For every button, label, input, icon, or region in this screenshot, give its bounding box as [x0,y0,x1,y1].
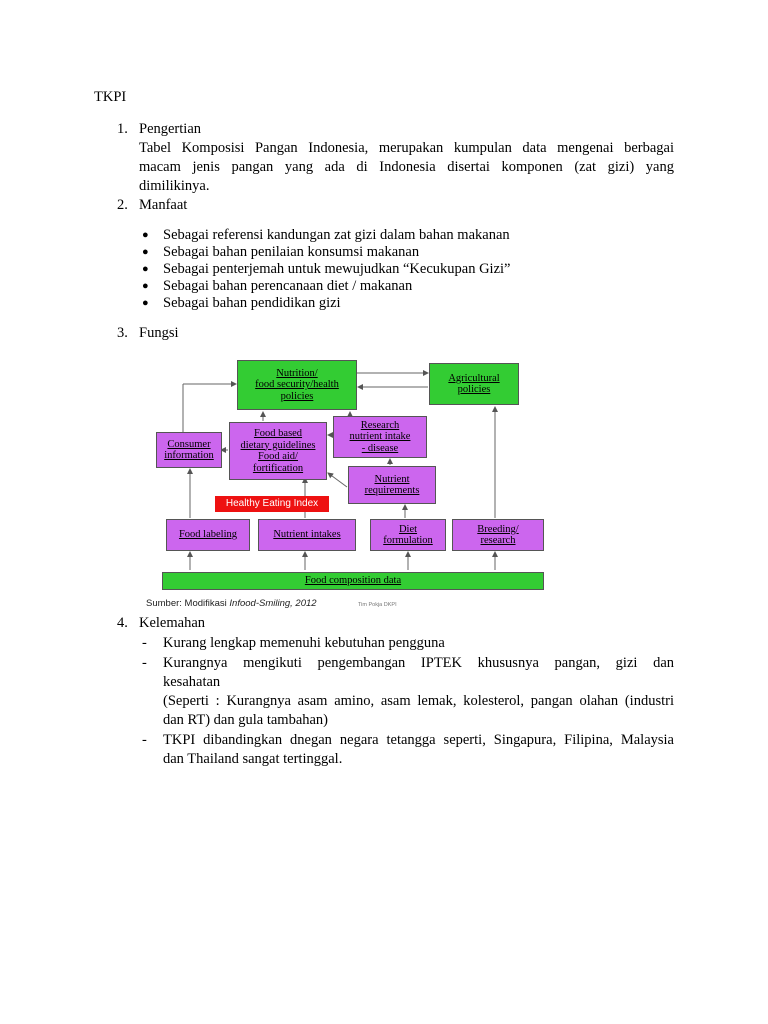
dash-marker: - [142,635,147,651]
kelemahan-item-line: kesahatan [163,674,221,690]
box-label: formulation [383,535,433,546]
section-1-body-line: dimilikinya. [139,178,210,194]
box-label: Diet [398,523,418,535]
bullet-item: Sebagai referensi kandungan zat gizi dalam bahan makanan [163,227,510,243]
box-label: fortification [252,462,304,474]
dash-marker: - [142,655,147,671]
box-label: - disease [361,442,399,454]
box-label: Consumer [167,438,211,450]
section-2-number: 2. [117,197,128,213]
box-label: information [164,450,214,461]
bullet-icon: ● [142,263,149,275]
box-label: research [480,535,516,546]
box-label: Food composition data [304,575,402,587]
bullet-item: Sebagai bahan penilaian konsumsi makanan [163,244,420,260]
source-italic: Infood-Smiling, 2012 [229,598,317,609]
page-title: TKPI [94,89,127,105]
food-composition-data-bar [162,572,544,590]
diet-formulation-box [370,519,446,551]
kelemahan-item-line: TKPI dibandingkan dnegan negara tetangga seperti, Singapura, Filipina, Malaysia [163,732,674,748]
kelemahan-item-line: Kurang lengkap memenuhi kebutuhan pengguna [163,635,445,651]
research-box [333,416,427,458]
diagram-source [146,598,317,609]
nutrient-requirements-box [348,466,436,504]
food-based-guidelines-box [229,422,327,480]
section-3-heading: Fungsi [139,325,179,341]
source-prefix: Sumber: Modifikasi [146,598,230,609]
section-4-heading: Kelemahan [139,615,206,631]
box-label: Research [360,419,400,431]
bullet-item: Sebagai bahan perencanaan diet / makanan [163,278,413,294]
dash-marker: - [142,732,147,748]
box-label: Nutrient [374,473,410,485]
agricultural-policies-box [429,363,519,405]
kelemahan-item-line: Kurangnya mengikuti pengembangan IPTEK khususnya pangan, gizi dan [163,655,674,671]
diagram-small-note: Tim Pokja DKPI [358,602,397,608]
section-1-heading: Pengertian [139,121,202,137]
bullet-icon: ● [142,280,149,292]
consumer-information-box [156,432,222,468]
kelemahan-item-line: dan Thailand sangat tertinggal. [163,751,343,767]
bullet-icon: ● [142,229,149,241]
section-1-body-line: Tabel Komposisi Pangan Indonesia, merupakan kumpulan data mengenai berbagai [139,140,674,156]
nutrition-policies-box [237,360,357,410]
section-2-heading: Manfaat [139,197,188,213]
fungsi-diagram [146,355,560,615]
box-label: Food based [253,428,303,439]
box-label: policies [457,384,491,395]
box-label: Nutrition/ [276,367,318,379]
bullet-item: Sebagai penterjemah untuk mewujudkan “Kecukupan Gizi” [163,261,511,277]
healthy-eating-index-label: Healthy Eating Index [215,496,329,512]
box-label: Breeding/ [477,523,519,535]
box-label: policies [280,390,314,402]
kelemahan-item-line: dan RT) dan gula tambahan) [163,712,329,728]
nutrient-intakes-box [258,519,356,551]
box-label: Food aid/ [258,451,298,462]
box-label: requirements [364,485,420,496]
food-labeling-box [166,519,250,551]
section-4-number: 4. [117,615,128,631]
box-label: Nutrient intakes [273,529,341,541]
box-label: food security/health [255,379,339,391]
box-label: nutrient intake [349,431,411,443]
kelemahan-item-line: (Seperti : Kurangnya asam amino, asam lemak, kolesterol, pangan olahan (industri [163,693,674,709]
bullet-item: Sebagai bahan pendidikan gizi [163,295,341,311]
bullet-icon: ● [142,246,149,258]
box-label: dietary guidelines [240,439,316,451]
section-1-body-line: macam jenis pangan yang ada di Indonesia disertai komponen (zat gizi) yang [139,159,674,175]
box-label: Food labeling [178,529,238,541]
arrow-line [328,473,347,487]
breeding-research-box [452,519,544,551]
bullet-icon: ● [142,297,149,309]
box-label: Agricultural [448,372,500,384]
section-3-number: 3. [117,325,128,341]
section-1-number: 1. [117,121,128,137]
